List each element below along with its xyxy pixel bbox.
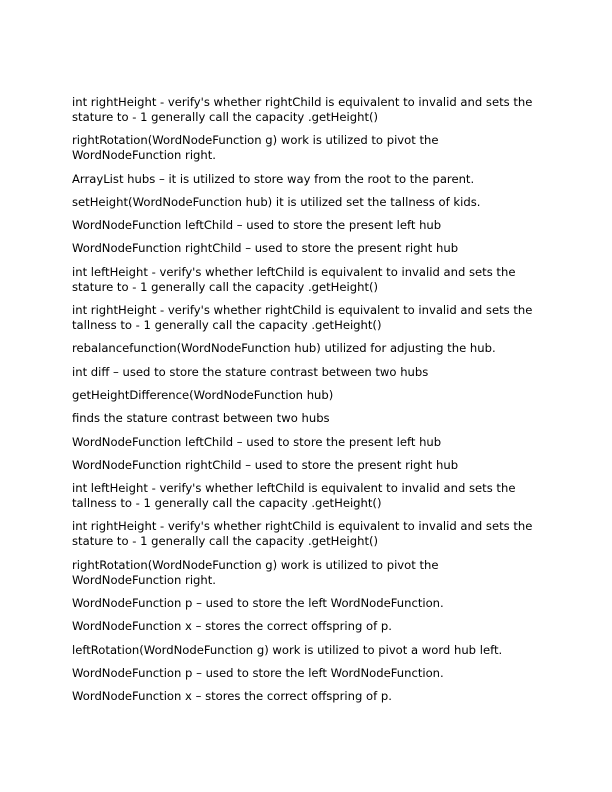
paragraph: rightRotation(WordNodeFunction g) work is utilized to pivot the WordNodeFunction right. [72,557,439,587]
paragraph: WordNodeFunction rightChild – used to store the present right hub [72,241,459,256]
paragraph: WordNodeFunction leftChild – used to store the present left hub [72,434,442,449]
paragraph: int rightHeight - verify's whether rightChild is equivalent to invalid and sets the tallness to - 1 generally call the capacity .getHeight() [72,303,533,333]
paragraph: int rightHeight - verify's whether rightChild is equivalent to invalid and sets the stature to - 1 generally call the capacity .getHeight() [72,519,533,549]
paragraph: WordNodeFunction p – used to store the left WordNodeFunction. [72,665,444,680]
paragraph: setHeight(WordNodeFunction hub) it is utilized set the tallness of kids. [72,194,481,209]
paragraph: int leftHeight - verify's whether leftChild is equivalent to invalid and sets the stature to - 1 generally call the capacity .getHeight() [72,264,516,294]
paragraph: rightRotation(WordNodeFunction g) work is utilized to pivot the WordNodeFunction right. [72,133,439,163]
paragraph: int rightHeight - verify's whether rightChild is equivalent to invalid and sets the stature to - 1 generally call the capacity .getHeight() [72,95,533,124]
paragraph: WordNodeFunction p – used to store the left WordNodeFunction. [72,596,444,611]
document-body [72,95,542,713]
paragraph: int leftHeight - verify's whether leftChild is equivalent to invalid and sets the tallness to - 1 generally call the capacity .getHeight() [72,481,516,511]
paragraph: ArrayList hubs – it is utilized to store way from the root to the parent. [72,171,475,186]
paragraph: WordNodeFunction x – stores the correct offspring of p. [72,619,392,634]
paragraph: WordNodeFunction x – stores the correct offspring of p. [72,689,392,704]
paragraph: finds the stature contrast between two hubs [72,411,330,426]
paragraph: getHeightDifference(WordNodeFunction hub) [72,387,334,402]
paragraph: WordNodeFunction leftChild – used to store the present left hub [72,218,442,233]
paragraph: int diff – used to store the stature contrast between two hubs [72,364,429,379]
paragraph: leftRotation(WordNodeFunction g) work is utilized to pivot a word hub left. [72,642,503,657]
paragraph: WordNodeFunction rightChild – used to store the present right hub [72,457,459,472]
paragraph: rebalancefunction(WordNodeFunction hub) utilized for adjusting the hub. [72,341,496,356]
